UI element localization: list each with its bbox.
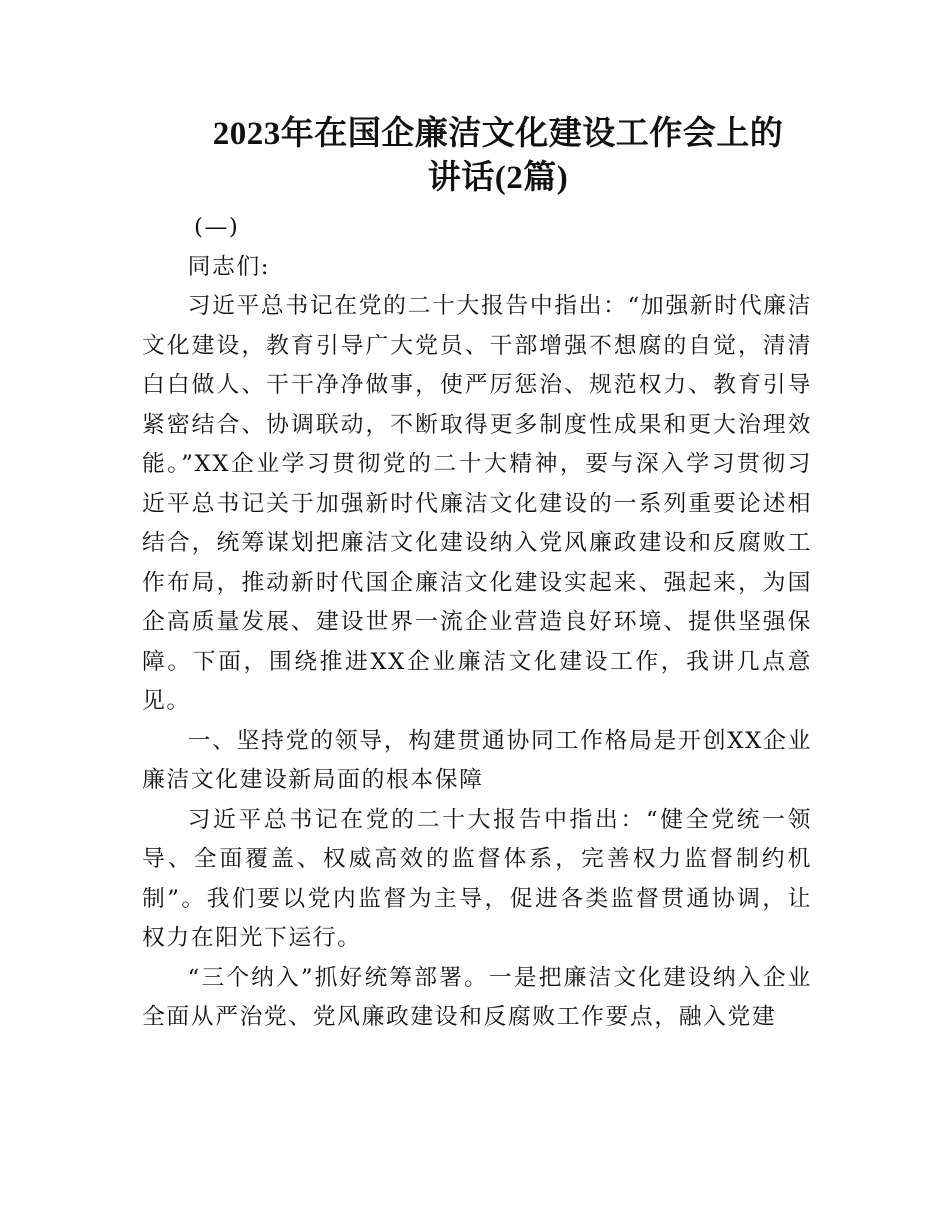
paragraph-intro: 习近平总书记在党的二十大报告中指出：“加强新时代廉洁文化建设，教育引导广大党员、干部增强不想腐的自觉，清清白白做人、干干净净做事，使严厉惩治、规范权力、教育引导紧密结合、协调联动，不断取得更多制度性成果和更大治理效能。”XX企业学习贯彻党的二十大精神，要与深入学习贯彻习近平总书记关于加强新时代廉洁文化建设的一系列重要论述相结合，统筹谋划把廉洁文化建设纳入党风廉政建设和反腐败工作布局，推动新时代国企廉洁文化建设实起来、强起来，为国企高质量发展、建设世界一流企业营造良好环境、提供坚强保障。下面，围绕推进XX企业廉洁文化建设工作，我讲几点意见。	[142, 293, 812, 714]
salutation: 同志们:	[187, 253, 271, 280]
section-heading-1: 一、坚持党的领导，构建贯通协同工作格局是开创XX企业廉洁文化建设新局面的根本保障	[142, 727, 812, 793]
section-marker: (—)	[194, 214, 240, 240]
title-line-1: 2023年在国企廉洁文化建设工作会上的	[212, 116, 784, 152]
document-body	[142, 208, 812, 1038]
paragraph-three-inclusions: “三个纳入”抓好统筹部署。一是把廉洁文化建设纳入企业全面从严治党、党风廉政建设和反腐败工作要点，融入党建	[142, 964, 812, 1030]
document-title	[140, 112, 856, 200]
title-line-2: 讲话(2篇)	[427, 160, 569, 196]
paragraph-supervision: 习近平总书记在党的二十大报告中指出：“健全党统一领导、全面覆盖、权威高效的监督体系，完善权力监督制约机制”。我们要以党内监督为主导，促进各类监督贯通协调，让权力在阳光下运行。	[142, 806, 812, 951]
